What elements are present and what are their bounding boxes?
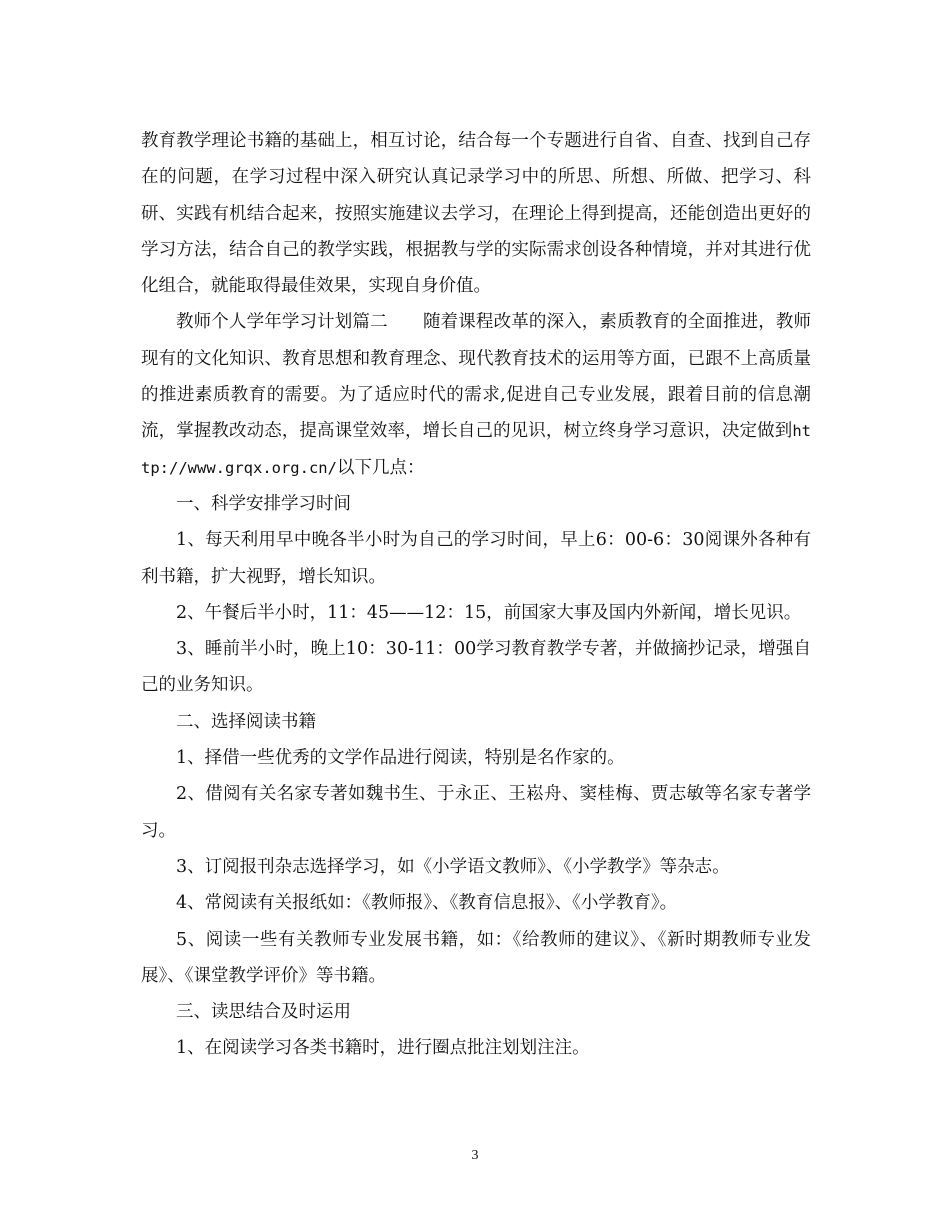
list-item: 1、每天利用早中晚各半小时为自己的学习时间，早上6：00-6：30阅课外各种有利书籍，扩大视野，增长知识。 bbox=[141, 530, 811, 587]
list-item: 4、常阅读有关报纸如：《教师报》、《教育信息报》、《小学教育》。 bbox=[176, 893, 678, 914]
url-link[interactable]: http://www.grqx.org.cn/ bbox=[141, 422, 811, 477]
paragraph-text: 教师个人学年学习计划篇二 随着课程改革的深入，素质教育的全面推进，教师现有的文化知识、教育思想和教育理念、现代教育技术的运用等方面，已跟不上高质量的推进素质教育的需要。为了适应时代的需求,促进自己专业发展，跟着目前的信息潮流，掌握教改动态，提高课堂效率，增长自己的见识，树立终身学习意识，决定做到 bbox=[141, 312, 811, 442]
list-item: 1、在阅读学习各类书籍时，进行圈点批注划划注注。 bbox=[176, 1038, 590, 1059]
section-heading-1: 一、科学安排学习时间 bbox=[176, 493, 351, 514]
list-item: 1、择借一些优秀的文学作品进行阅读，特别是名作家的。 bbox=[176, 748, 625, 769]
section-heading-2: 二、选择阅读书籍 bbox=[176, 711, 316, 732]
paragraph-plan-intro bbox=[141, 304, 811, 485]
paragraph-continuation: 教育教学理论书籍的基础上，相互讨论，结合每一个专题进行自省、自查、找到自己存在的问题，在学习过程中深入研究认真记录学习中的所思、所想、所做、把学习、科研、实践有机结合起来，按照实施建议去学习，在理论上得到提高，还能创造出更好的学习方法，结合自己的教学实践，根据教与学的实际需求创设各种情境，并对其进行优化组合，就能取得最佳效果，实现自身价值。 bbox=[141, 131, 811, 297]
list-item: 3、订阅报刊杂志选择学习，如《小学语文教师》、《小学教学》等杂志。 bbox=[176, 856, 730, 877]
list-item: 2、午餐后半小时，11：45——12：15，前国家大事及国内外新闻，增长见识。 bbox=[176, 602, 802, 623]
section-heading-3: 三、读思结合及时运用 bbox=[176, 1002, 351, 1023]
list-item: 5、阅读一些有关教师专业发展书籍，如：《给教师的建议》、《新时期教师专业发展》、《课堂教学评价》等书籍。 bbox=[141, 929, 811, 986]
paragraph-text: 以下几点： bbox=[336, 457, 425, 478]
page-number: 3 bbox=[471, 1148, 479, 1163]
list-item: 3、睡前半小时，晚上10：30-11：00学习教育教学专著，并做摘抄记录，增强自己的业务知识。 bbox=[141, 639, 811, 696]
list-item: 2、借阅有关名家专著如魏书生、于永正、王崧舟、窦桂梅、贾志敏等名家专著学习。 bbox=[141, 784, 811, 841]
document-body bbox=[141, 123, 811, 1067]
